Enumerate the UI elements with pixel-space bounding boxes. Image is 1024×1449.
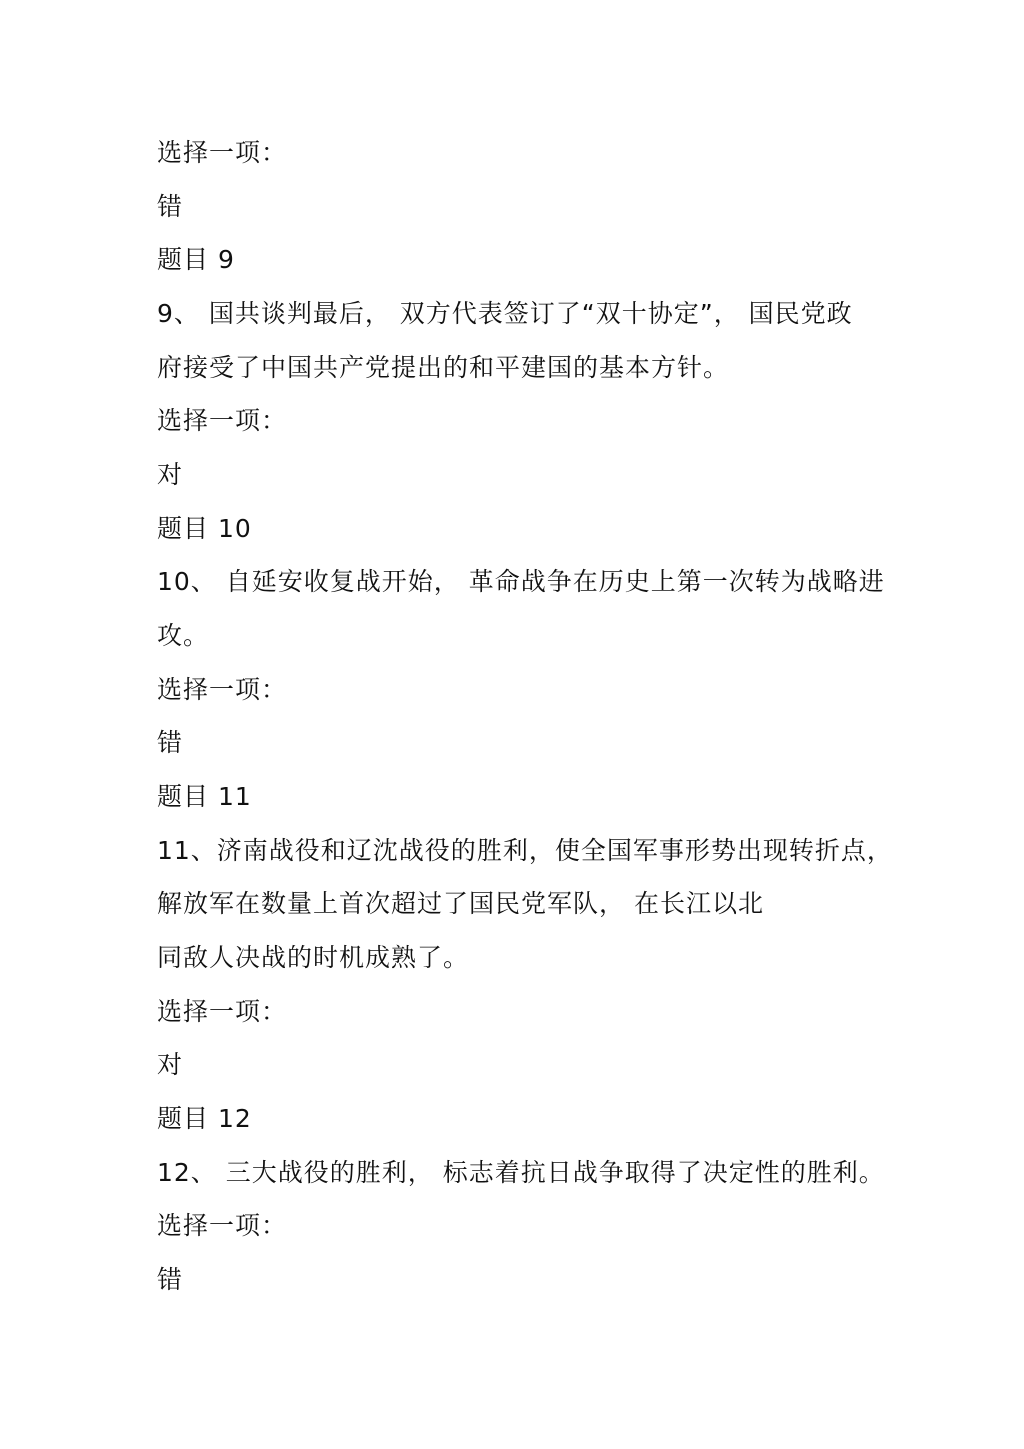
question-number: 题目 10: [157, 514, 252, 543]
choose-one-prompt: 选择一项：: [157, 406, 288, 435]
question-text: 同敌人决战的时机成熟了。: [157, 943, 470, 972]
choose-one-prompt: 选择一项：: [157, 138, 288, 167]
question-number: 题目 12: [157, 1104, 252, 1133]
question-text: 11、济南战役和辽沈战役的胜利，使全国军事形势出现转折点，: [157, 836, 893, 865]
question-text: 9、 国共谈判最后， 双方代表签订了“双十协定”， 国民党政: [157, 299, 853, 328]
choose-one-prompt: 选择一项：: [157, 675, 288, 704]
question-text: 解放军在数量上首次超过了国民党军队， 在长江以北: [157, 889, 764, 918]
answer-text: 对: [157, 1050, 184, 1079]
answer-text: 错: [157, 728, 184, 757]
question-text: 府接受了中国共产党提出的和平建国的基本方针。: [157, 353, 730, 382]
answer-text: 错: [157, 1265, 184, 1294]
answer-text: 错: [157, 192, 184, 221]
choose-one-prompt: 选择一项：: [157, 997, 288, 1026]
question-text: 12、 三大战役的胜利， 标志着抗日战争取得了决定性的胜利。: [157, 1158, 885, 1187]
question-text: 10、 自延安收复战开始， 革命战争在历史上第一次转为战略进: [157, 567, 885, 596]
answer-text: 对: [157, 460, 184, 489]
choose-one-prompt: 选择一项：: [157, 1211, 288, 1240]
question-number: 题目 9: [157, 245, 235, 274]
question-number: 题目 11: [157, 782, 252, 811]
question-text: 攻。: [157, 621, 210, 650]
